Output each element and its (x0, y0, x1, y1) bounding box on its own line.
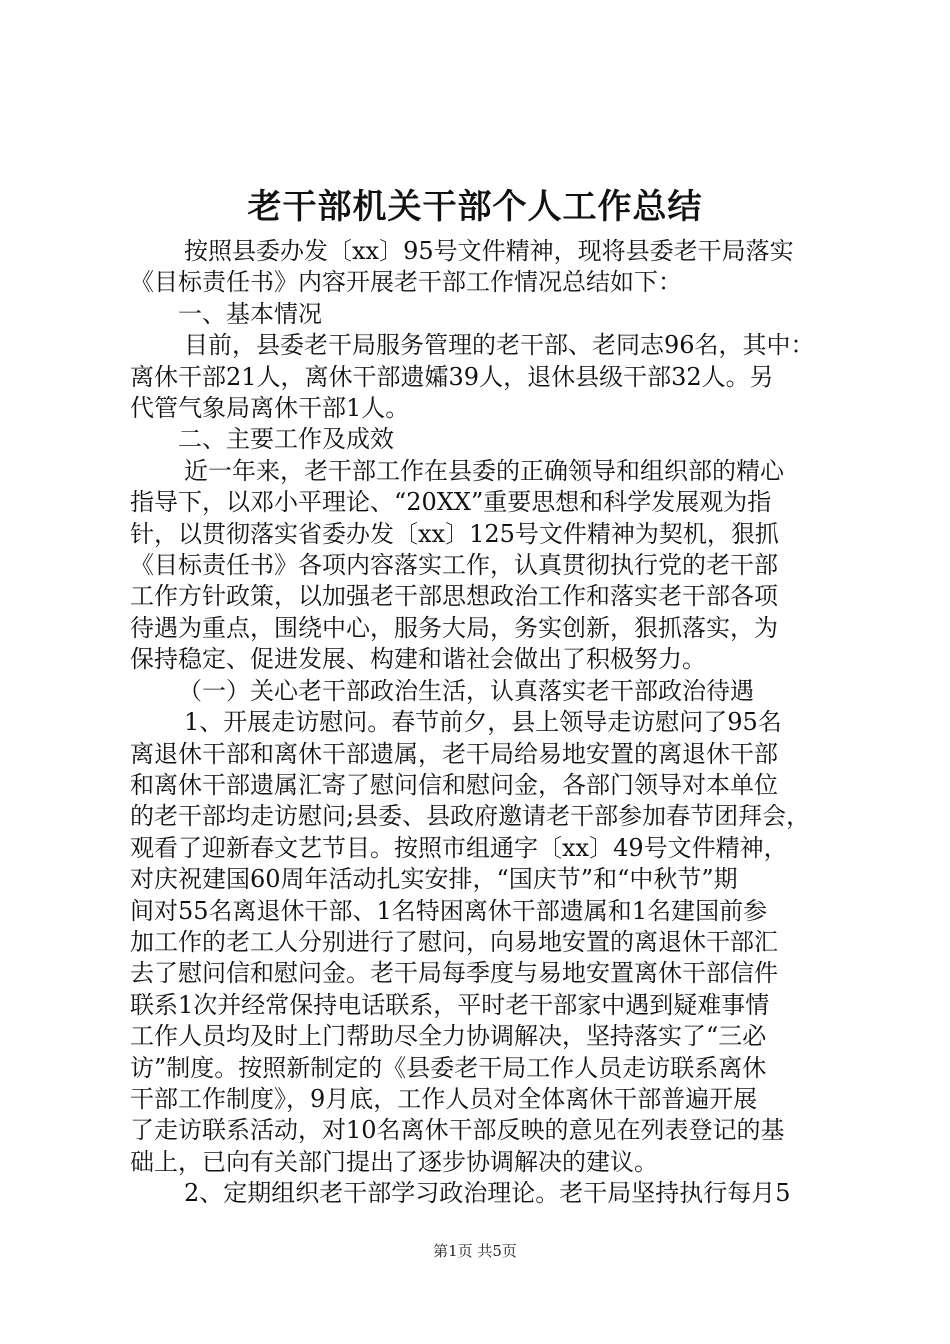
paragraph-line: 目前，县委老干局服务管理的老干部、老同志96名，其中： (184, 331, 815, 360)
paragraph-line: 了走访联系活动，对10名离休干部反映的意见在列表登记的基 (130, 1116, 785, 1145)
paragraph-line: 干部工作制度》，9月底，工作人员对全体离休干部普遍开展 (130, 1084, 758, 1113)
paragraph-line: 的老干部均走访慰问;县委、县政府邀请老干部参加春节团拜会， (130, 802, 811, 831)
paragraph-line: 离休干部21人，离休干部遗孀39人，退休县级干部32人。另 (130, 362, 774, 391)
paragraph-line: 联系1次并经常保持电话联系，平时老干部家中遇到疑难事情 (130, 990, 770, 1019)
paragraph-line: 按照县委办发〔xx〕95号文件精神，现将县委老干局落实 (184, 237, 794, 265)
paragraph-line: 保持稳定、促进发展、构建和谐社会做出了积极努力。 (130, 645, 706, 674)
page-footer: 第1页 共5页 (433, 1242, 517, 1260)
paragraph-line: 代管气象局离休干部1人。 (130, 394, 410, 423)
section-heading: 一、基本情况 (178, 299, 322, 328)
paragraph-line: 观看了迎新春文艺节目。按照市组通字〔xx〕49号文件精神， (130, 833, 788, 862)
paragraph-line: 间对55名离退休干部、1名特困离休干部遗属和1名建国前参 (130, 896, 768, 925)
paragraph-line: 加工作的老工人分别进行了慰问，向易地安置的离退休干部汇 (130, 927, 778, 956)
paragraph-line: 指导下，以邓小平理论、“20XX”重要思想和科学发展观为指 (130, 488, 772, 517)
paragraph-line: 础上，已向有关部门提出了逐步协调解决的建议。 (130, 1147, 658, 1176)
document-body (130, 236, 830, 1210)
paragraph-line: 工作方针政策，以加强老干部思想政治工作和落实老干部各项 (130, 582, 778, 611)
subsection-heading: （一）关心老干部政治生活，认真落实老干部政治待遇 (178, 676, 754, 705)
paragraph-line: 针，以贯彻落实省委办发〔xx〕125号文件精神为契机，狠抓 (130, 519, 779, 548)
section-heading: 二、主要工作及成效 (178, 425, 394, 454)
paragraph-line: 访”制度。按照新制定的《县委老干局工作人员走访联系离休 (130, 1053, 767, 1082)
paragraph-line: 离退休干部和离休干部遗属，老干局给易地安置的离退休干部 (130, 739, 778, 768)
paragraph-line: 对庆祝建国60周年活动扎实安排，“国庆节”和“中秋节”期 (130, 865, 738, 894)
paragraph-line: 工作人员均及时上门帮助尽全力协调解决，坚持落实了“三必 (130, 1022, 767, 1051)
paragraph-line: 和离休干部遗属汇寄了慰问信和慰问金，各部门领导对本单位 (130, 770, 778, 799)
paragraph-line: 《目标责任书》内容开展老干部工作情况总结如下： (130, 268, 682, 297)
paragraph-line: 2、定期组织老干部学习政治理论。老干局坚持执行每月5 (184, 1179, 791, 1208)
paragraph-line: 《目标责任书》各项内容落实工作，认真贯彻执行党的老干部 (130, 551, 778, 580)
paragraph-line: 待遇为重点，围绕中心，服务大局，务实创新，狠抓落实，为 (130, 613, 778, 642)
document-title: 老干部机关干部个人工作总结 (247, 187, 703, 227)
paragraph-line: 去了慰问信和慰问金。老干局每季度与易地安置离休干部信件 (130, 959, 778, 988)
paragraph-line: 近一年来，老干部工作在县委的正确领导和组织部的精心 (184, 456, 784, 485)
paragraph-line: 1、开展走访慰问。春节前夕，县上领导走访慰问了95名 (184, 708, 782, 737)
